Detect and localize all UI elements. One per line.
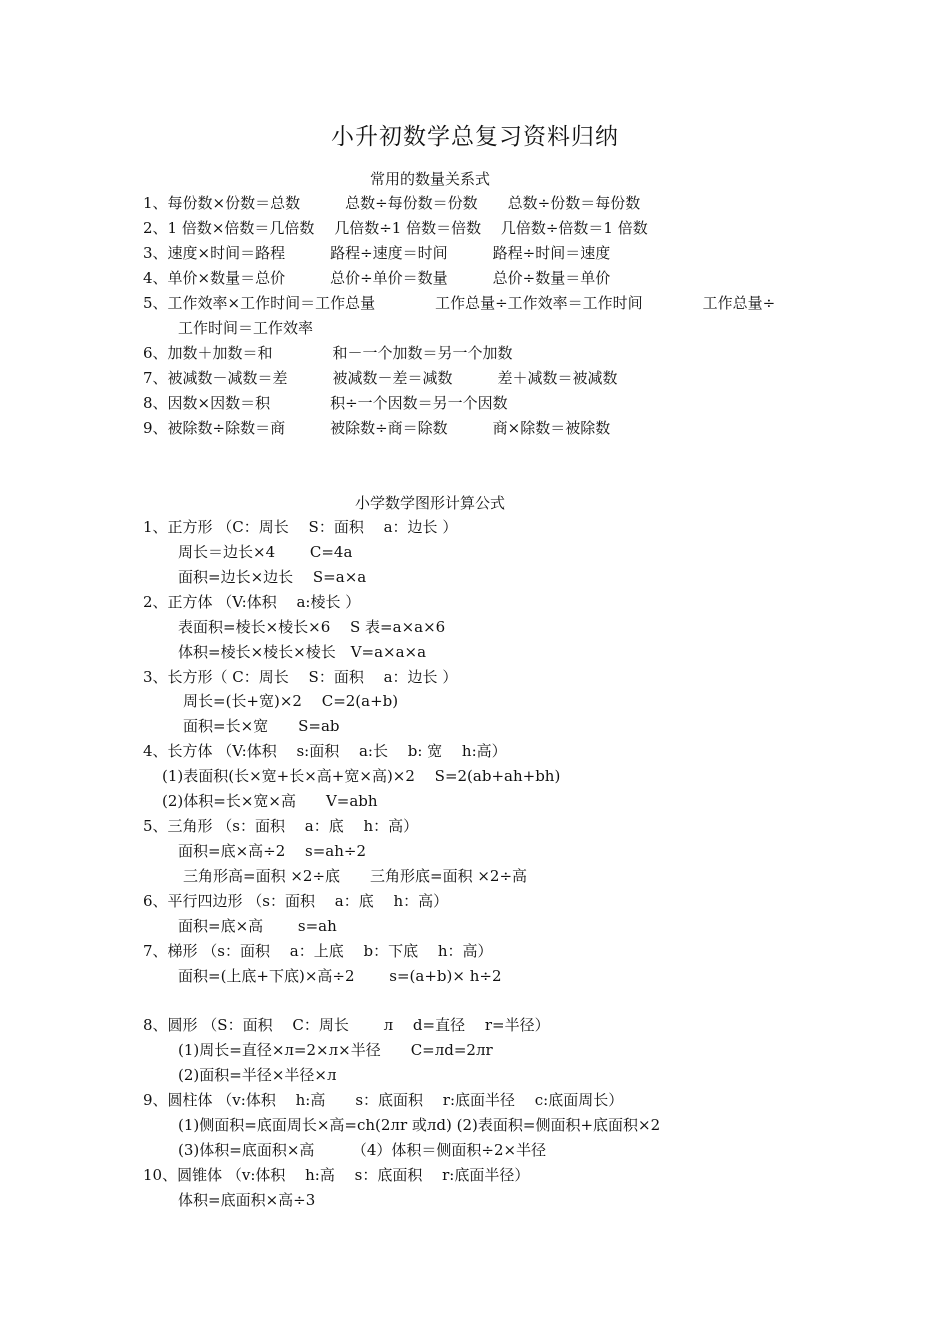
formula-line: 周长=(长+宽)×2 C=2(a+b)	[183, 692, 399, 710]
formula-line: 5、工作效率×工作时间＝工作总量 工作总量÷工作效率＝工作时间 工作总量÷	[143, 294, 776, 312]
formula-line: 10、圆锥体 （v:体积 h:高 s：底面积 r:底面半径）	[143, 1166, 530, 1184]
formula-line: (1)侧面积=底面周长×高=ch(2лr 或лd) (2)表面积=侧面积+底面积×2	[178, 1116, 661, 1134]
formula-line: 5、三角形 （s：面积 a：底 h：高）	[143, 817, 419, 835]
formula-line: 9、圆柱体 （v:体积 h:高 s：底面积 r:底面半径 c:底面周长）	[143, 1091, 624, 1109]
formula-line: 面积=底×高 s=ah	[178, 917, 337, 935]
document-title: 小升初数学总复习资料归纳	[331, 124, 619, 150]
formula-line: 7、梯形 （s：面积 a：上底 b：下底 h：高）	[143, 942, 493, 960]
formula-line: 表面积=棱长×棱长×6 S 表=a×a×6	[178, 618, 446, 636]
formula-line: 面积=(上底+下底)×高÷2 s=(a+b)× h÷2	[178, 967, 502, 985]
formula-line: 1、正方形 （C：周长 S：面积 a：边长 ）	[143, 518, 458, 536]
formula-line: 三角形高=面积 ×2÷底 三角形底=面积 ×2÷高	[183, 867, 528, 885]
formula-line: 1、每份数×份数＝总数 总数÷每份数＝份数 总数÷份数＝每份数	[143, 194, 641, 212]
formula-line: 9、被除数÷除数＝商 被除数÷商＝除数 商×除数＝被除数	[143, 419, 611, 437]
formula-line: (2)体积=长×宽×高 V=abh	[162, 792, 378, 810]
formula-line: 7、被减数－减数＝差 被减数－差＝减数 差＋减数＝被减数	[143, 369, 618, 387]
formula-line: 6、平行四边形 （s：面积 a：底 h：高）	[143, 892, 449, 910]
formula-line: 2、正方体 （V:体积 a:棱长 ）	[143, 593, 361, 611]
formula-line: 面积=长×宽 S=ab	[183, 717, 340, 735]
formula-line: 面积=边长×边长 S=a×a	[178, 568, 367, 586]
formula-line: 2、1 倍数×倍数＝几倍数 几倍数÷1 倍数＝倍数 几倍数÷倍数＝1 倍数	[143, 219, 648, 237]
formula-line: 体积=棱长×棱长×棱长 V=a×a×a	[178, 643, 427, 661]
formula-line: 4、长方体 （V:体积 s:面积 a:长 b: 宽 h:高）	[143, 742, 507, 760]
formula-line: 周长＝边长×4 C=4a	[178, 543, 353, 561]
formula-line: (2)面积=半径×半径×л	[178, 1066, 337, 1084]
formula-line: 4、单价×数量＝总价 总价÷单价＝数量 总价÷数量＝单价	[143, 269, 611, 287]
formula-line: 6、加数＋加数＝和 和－一个加数＝另一个加数	[143, 344, 513, 362]
formula-line: 3、长方形（ C：周长 S：面积 a：边长 ）	[143, 668, 458, 686]
section-heading-quantity-relations: 常用的数量关系式	[369, 170, 490, 188]
section-heading-geometry-formulas: 小学数学图形计算公式	[354, 494, 505, 512]
formula-line: 体积=底面积×高÷3	[178, 1191, 316, 1209]
formula-line: 面积=底×高÷2 s=ah÷2	[178, 842, 366, 860]
formula-line: 8、因数×因数＝积 积÷一个因数＝另一个因数	[143, 394, 508, 412]
formula-line: (3)体积=底面积×高 （4）体积＝侧面积÷2×半径	[178, 1141, 547, 1159]
formula-line: 3、速度×时间＝路程 路程÷速度＝时间 路程÷时间＝速度	[143, 244, 611, 262]
formula-line: (1)表面积(长×宽+长×高+宽×高)×2 S=2(ab+ah+bh)	[162, 767, 561, 785]
formula-line: 工作时间＝工作效率	[178, 319, 314, 337]
formula-line: (1)周长=直径×л=2×л×半径 C=лd=2лr	[178, 1041, 493, 1059]
formula-line: 8、圆形 （S：面积 C：周长 л d=直径 r=半径）	[143, 1016, 550, 1034]
